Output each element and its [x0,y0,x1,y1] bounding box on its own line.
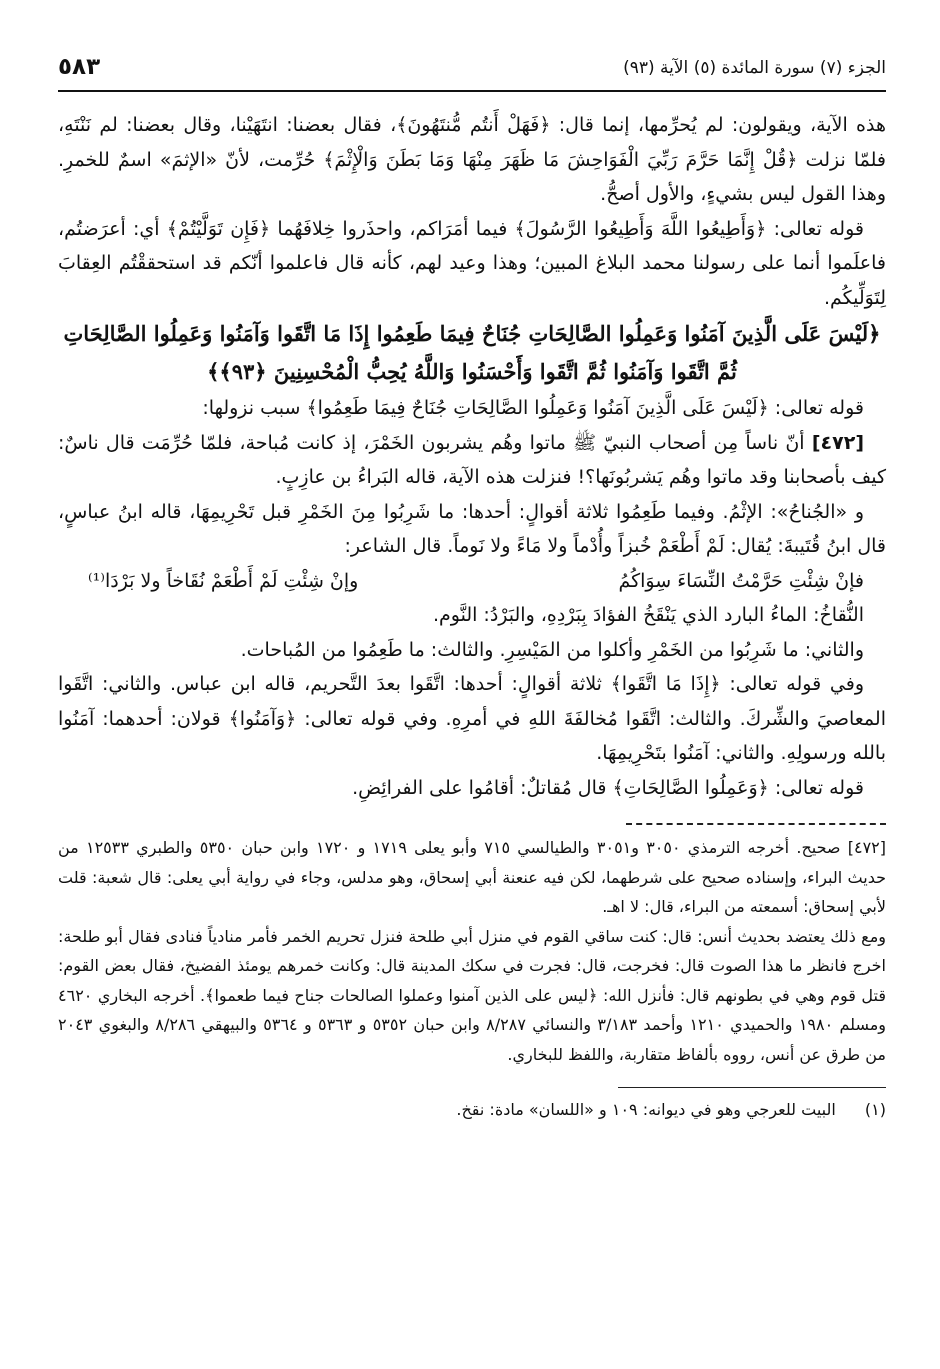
poem-first-hemistich: فإنْ شِئْتِ حَرَّمْتُ النِّسَاءَ سِوَاكُمُ [618,569,864,592]
footnote-text: البيت للعرجي وهو في ديوانه: ١٠٩ و «اللسان» مادة: نقخ. [456,1100,836,1119]
paragraph-1: هذه الآية، ويقولون: لم يُحرِّمها، إنما قال: ﴿فَهَلْ أَنتُم مُّنتَهُونَ﴾، فقال بعضنا: انتَهَيْنا، وقال بعضنا: لم نَنْتَهِ، فلمّا نزلت ﴿قُلْ إِنَّمَا حَرَّمَ رَبِّيَ الْفَوَاحِشَ مَا ظَهَرَ مِنْهَا وَمَا بَطَنَ وَالْإِثْمَ﴾ حُرِّمت، لأنّ «الإثمَ» اسمٌ للخمرِ. وهذا القول ليس بشيءٍ، والأول أصحُّ. [58,114,886,205]
note-1: [٤٧٢] صحيح. أخرجه الترمذي ٣٠٥٠ و٣٠٥١ والطيالسي ٧١٥ وأبو يعلى ١٧١٩ و ١٧٢٠ وابن حبان ٥٣٥٠ والطبري ١٢٥٣٣ من حديث البراء، وإسناده صحيح على شرطهما، لكن فيه عنعنة أبي إسحاق، وهو مدلس، وجاء في رواية أبي يعلى: قال شعبة: قلت لأبي إسحاق: أسمعته من البراء، قال: لا اهـ. [58,838,887,916]
paragraph-9: قوله تعالى: ﴿وَعَمِلُوا الصَّالِحَاتِ﴾ قال مُقاتلٌ: أقامُوا على الفرائِضِ. [352,776,864,799]
takhrij-notes [58,833,886,1069]
hadith-number: [٤٧٢] [811,431,864,454]
running-title: الجزء (٧) سورة المائدة (٥) الآية (٩٣) [623,58,886,78]
poem-verse [58,564,886,599]
paragraph-5: و «الجُناحُ»: الإثْمُ. وفيما طَعِمُوا ثلاثة أقوالٍ: أحدها: ما شَرِبُوا مِنَ الخَمْرِ قبل تَحْرِيمِهَا، قاله ابنُ عباسٍ، قال ابنُ قُتَيبةَ: يُقال: لَمْ أَطْعَمْ خُبزاً وأُدْماً ولا مَاءً ولا نَوماً. قال الشاعر: [58,500,886,557]
page-header [58,50,886,92]
page-number: ٥٨٣ [58,54,101,80]
poem-second-hemistich: وإنْ شِئْتِ لَمْ أَطْعَمْ نُقَاخاً ولا بَرْدَا⁽¹⁾ [88,569,359,592]
main-text [58,108,886,805]
paragraph-3: قوله تعالى: ﴿لَيْسَ عَلَى الَّذِينَ آمَنُوا وَعَمِلُوا الصَّالِحَاتِ جُنَاحٌ فِيمَا طَعِمُوا﴾ سبب نزولها: [202,397,864,419]
document-page [58,50,886,1124]
hadith-paragraph [58,426,886,495]
paragraph-8: وفي قوله تعالى: ﴿إِذَا مَا اتَّقَوا﴾ ثلاثة أقوالٍ: أحدها: اتَّقَوا بعدَ التَّحريم، قاله ابن عباس. والثاني: اتَّقَوا المعاصيَ والشِّركَ. والثالث: اتَّقَوا مُخالفَةَ اللهِ في أمرِهِ. وفي قوله تعالى: ﴿وَآمَنُوا﴾ قولان: أحدهما: آمَنُوا بالله ورسولِهِ. والثاني: آمَنُوا بتَحْرِيمِهَا. [58,673,886,764]
footnote-separator [618,1087,886,1088]
hadith-text: أنّ ناساً مِن أصحاب النبيّ ﷺ ماتوا وهُم يشربون الخَمْرَ، إذ كانت مُباحة، فلمّا حُرِّمَت قال ناسٌ: كيف بأصحابنا وقد ماتوا وهُم يَشربُونَها؟! فنزلت هذه الآية، قاله البَراءُ بن عازِبٍ. [58,431,886,488]
notes-separator [626,823,886,825]
footnote-mark: (١) [864,1100,886,1119]
footnote [58,1096,886,1124]
paragraph-6: النُّقاخُ: الماءُ البارد الذي يَنْقَخُ الفؤادَ بِبَرْدِهِ، والبَرْدُ: النَّوم. [432,604,864,626]
quran-verse-93: ﴿لَيْسَ عَلَى الَّذِينَ آمَنُوا وَعَمِلُوا الصَّالِحَاتِ جُنَاحٌ فِيمَا طَعِمُوا إِذَا مَا اتَّقَوا وَآمَنُوا وَعَمِلُوا الصَّالِحَاتِ ثُمَّ اتَّقَوا وَآمَنُوا ثُمَّ اتَّقَوا وَأَحْسَنُوا وَاللَّهُ يُحِبُّ الْمُحْسِنِينَ ﴿٩٣﴾﴾ [63,321,881,384]
note-2: ومع ذلك يعتضد بحديث أنس: قال: كنت ساقي القوم في منزل أبي طلحة فنزل تحريم الخمر فأمر منادياً فنادى فقال أبو طلحة: اخرج فانظر ما هذا الصوت قال: فخرجت، قال: فجرت في سكك المدينة قال: وكانت خمرهم يومئذ الفضيخ، فقال بعض القوم: قتل قوم وهي في بطونهم قال: فأنزل الله: ﴿ليس على الذين آمنوا وعملوا الصالحات جناح فيما طعموا﴾. أخرجه البخاري ٤٦٢٠ ومسلم ١٩٨٠ والحميدي ١٢١٠ وأحمد ٣/١٨٣ والنسائي ٨/٢٨٧ وابن حبان ٥٣٥٢ و ٥٣٦٣ و ٥٣٦٤ والبيهقي ٨/٢٨٦ والبغوي ٢٠٤٣ من طرق عن أنس، رووه بألفاظ متقاربة، واللفظ للبخاري. [58,926,887,1064]
paragraph-7: والثاني: ما شَرِبُوا من الخَمْرِ وأكلوا من المَيْسِرِ. والثالث: ما طَعِمُوا من المُباحات. [240,638,864,661]
paragraph-2: قوله تعالى: ﴿وَأَطِيعُوا اللَّهَ وَأَطِيعُوا الرَّسُولَ﴾ فيما أمَرَاكم، واحذَروا خِلافَهُما ﴿فَإِن تَوَلَّيْتُمْ﴾ أي: أعرَضتُم، فاعلَموا أنما على رسولنا محمد البلاغ المبين؛ وهذا وعيد لهم، كأنه قال فاعلموا أنّكم قد استحققْتُم العِقابَ لِتَوَلِّيكُم. [58,217,886,309]
